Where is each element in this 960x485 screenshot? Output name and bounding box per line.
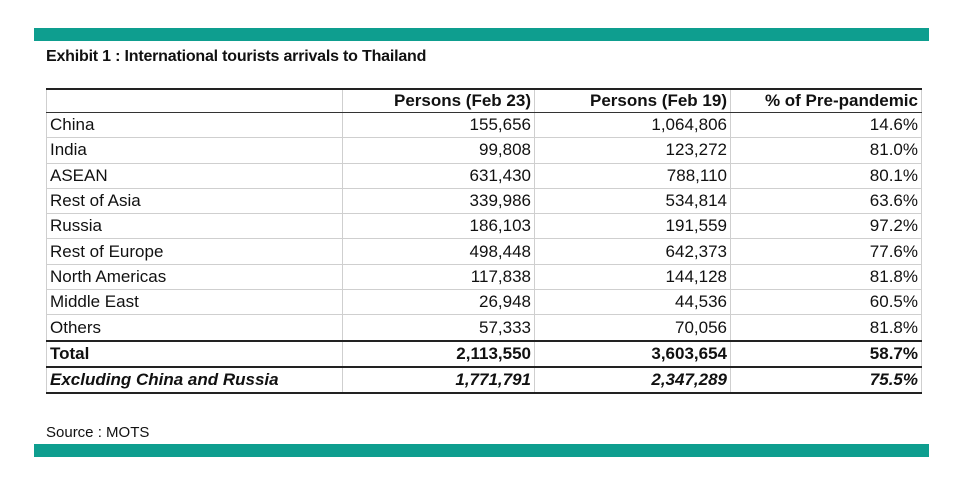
row-feb19: 144,128 — [535, 264, 731, 289]
excluding-label: Excluding China and Russia — [47, 367, 343, 393]
row-feb19: 44,536 — [535, 290, 731, 315]
header-pct-prepandemic: % of Pre-pandemic — [731, 89, 922, 113]
bottom-accent-bar — [34, 444, 929, 457]
total-pct: 58.7% — [731, 341, 922, 367]
table-row — [47, 188, 922, 213]
row-feb23: 498,448 — [343, 239, 535, 264]
excluding-feb23: 1,771,791 — [343, 367, 535, 393]
row-pct: 97.2% — [731, 214, 922, 239]
total-label: Total — [47, 341, 343, 367]
row-feb23: 631,430 — [343, 163, 535, 188]
table-row — [47, 113, 922, 138]
row-feb19: 191,559 — [535, 214, 731, 239]
row-region: ASEAN — [47, 163, 343, 188]
row-feb19: 1,064,806 — [535, 113, 731, 138]
row-feb19: 788,110 — [535, 163, 731, 188]
row-pct: 81.0% — [731, 138, 922, 163]
total-feb19: 3,603,654 — [535, 341, 731, 367]
row-region: Rest of Asia — [47, 188, 343, 213]
total-feb23: 2,113,550 — [343, 341, 535, 367]
row-feb23: 117,838 — [343, 264, 535, 289]
row-feb23: 26,948 — [343, 290, 535, 315]
row-pct: 81.8% — [731, 315, 922, 341]
row-pct: 81.8% — [731, 264, 922, 289]
row-region: Middle East — [47, 290, 343, 315]
row-region: India — [47, 138, 343, 163]
header-persons-feb19: Persons (Feb 19) — [535, 89, 731, 113]
row-pct: 63.6% — [731, 188, 922, 213]
table-row — [47, 315, 922, 341]
row-region: Others — [47, 315, 343, 341]
row-region: Rest of Europe — [47, 239, 343, 264]
row-feb23: 186,103 — [343, 214, 535, 239]
row-pct: 60.5% — [731, 290, 922, 315]
row-region: North Americas — [47, 264, 343, 289]
row-region: Russia — [47, 214, 343, 239]
exhibit-title: Exhibit 1 : International tourists arrivals to Thailand — [46, 48, 427, 65]
row-feb23: 339,986 — [343, 188, 535, 213]
row-feb23: 57,333 — [343, 315, 535, 341]
source-note: Source : MOTS — [46, 424, 150, 441]
table-row — [47, 239, 922, 264]
row-feb19: 123,272 — [535, 138, 731, 163]
table-header-row — [47, 89, 922, 113]
header-region — [47, 89, 343, 113]
row-region: China — [47, 113, 343, 138]
row-pct: 80.1% — [731, 163, 922, 188]
row-pct: 77.6% — [731, 239, 922, 264]
table-row — [47, 264, 922, 289]
row-feb19: 642,373 — [535, 239, 731, 264]
table-row — [47, 163, 922, 188]
top-accent-bar — [34, 28, 929, 41]
excluding-pct: 75.5% — [731, 367, 922, 393]
total-row — [47, 341, 922, 367]
arrivals-table — [46, 88, 922, 394]
excluding-feb19: 2,347,289 — [535, 367, 731, 393]
excluding-row — [47, 367, 922, 393]
row-feb19: 534,814 — [535, 188, 731, 213]
table-row — [47, 290, 922, 315]
row-feb19: 70,056 — [535, 315, 731, 341]
row-feb23: 99,808 — [343, 138, 535, 163]
table-row — [47, 138, 922, 163]
header-persons-feb23: Persons (Feb 23) — [343, 89, 535, 113]
table-row — [47, 214, 922, 239]
row-feb23: 155,656 — [343, 113, 535, 138]
row-pct: 14.6% — [731, 113, 922, 138]
